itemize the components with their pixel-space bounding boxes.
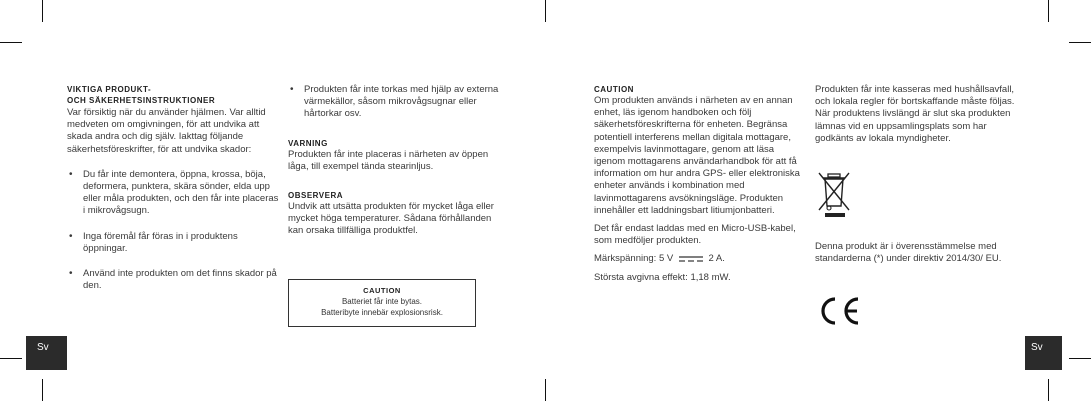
crop-mark (0, 358, 22, 359)
voltage-current: 2 A. (708, 253, 725, 265)
intro-text: Var försiktig när du använder hjälmen. Var alltid medveten om omgivningen, för att undvika att skada andra och dig själv. Iakttag följande säkerhetsföreskrifter, för att undvika skador: (67, 107, 266, 155)
section-title: OBSERVERA (288, 191, 344, 201)
crop-mark (1069, 42, 1091, 43)
section-title: CAUTION (594, 85, 634, 94)
page-tab-label: Sv (1031, 342, 1043, 353)
conformity-text: Denna produkt är i överensstämmelse med standarderna (*) under direktiv 2014/30/ EU. (815, 241, 1002, 265)
charge-text: Det får endast laddas med en Micro-USB-kabel, som medföljer produkten. (594, 223, 796, 247)
column-2 (288, 84, 500, 238)
list-item: • Du får inte demontera, öppna, krossa, böja, deformera, punktera, skära sönder, elda upp eller måla produkten, och den får inte placeras i mikrovågsugn. (67, 169, 280, 218)
list-item: • Inga föremål får föras in i produktens öppningar. (67, 231, 280, 255)
varning-text: Produkten får inte placeras i närheten av öppen låga, till exempel tända stearinljus. (288, 148, 489, 172)
disposal-text: Produkten får inte kasseras med hushållsavfall, och lokala regler för bortskaffande måste följas. När produktens livslängd är slut ska produkten lämnas vid en uppsamlingsplats som har godkänts av lokala myndigheter. (815, 84, 1015, 144)
caution-box-title: CAUTION (363, 286, 401, 295)
crop-mark (1048, 0, 1049, 22)
crop-mark (42, 379, 43, 401)
crop-mark (1069, 358, 1091, 359)
section-title: OCH SÄKERHETSINSTRUKTIONER (67, 96, 216, 105)
observera-text: Undvik att utsätta produkten för mycket låga eller mycket höga temperaturer. Sådana förhållanden kan orsaka tillfälliga produktfel. (288, 201, 494, 237)
crop-mark (545, 379, 546, 401)
section-title: VIKTIGA PRODUKT- (67, 85, 152, 94)
dc-symbol-icon (678, 255, 704, 263)
crop-mark (545, 0, 546, 22)
crop-mark (0, 42, 22, 43)
caution-box-line: Batteriet får inte bytas. (341, 297, 423, 306)
voltage-label: Märkspänning: 5 V (594, 253, 674, 265)
page-tab-right (1025, 336, 1062, 370)
power-text: Största avgivna effekt: 1,18 mW. (594, 271, 731, 283)
caution-text: Om produkten används i närheten av en annan enhet, läs igenom handboken och följ säkerhetsföreskrifterna för enheten. Begränsa potentiell interferens mellan digitala mottagare, exempelvis lavinmottagare, genom att läsa igenom mottagarens användarhandbok för att få information om hur andra GPS- eller elektroniska enheter används i kombination med lavinmottagarens avsökningsläge. Produkten innehåller ett laddningsbart litiumjonbatteri. (594, 95, 800, 216)
column-3 (594, 84, 804, 284)
section-title: VARNING (288, 138, 328, 148)
page-tab-left (26, 336, 67, 370)
list-item: • Produkten får inte torkas med hjälp av externa värmekällor, såsom mikrovågsugnar eller hårtorkar osv. (288, 84, 500, 121)
caution-box-line: Batteribyte innebär explosionsrisk. (321, 308, 443, 317)
crop-mark (1048, 379, 1049, 401)
column-4 (815, 84, 1027, 145)
page-tab-label: Sv (37, 342, 49, 353)
caution-box (288, 279, 476, 327)
column-1 (67, 84, 280, 292)
list-item: • Använd inte produkten om det finns skador på den. (67, 268, 280, 292)
voltage-line (594, 253, 804, 265)
crop-mark (42, 0, 43, 22)
weee-crossed-bin-icon (817, 170, 855, 218)
ce-mark-icon (816, 295, 862, 327)
